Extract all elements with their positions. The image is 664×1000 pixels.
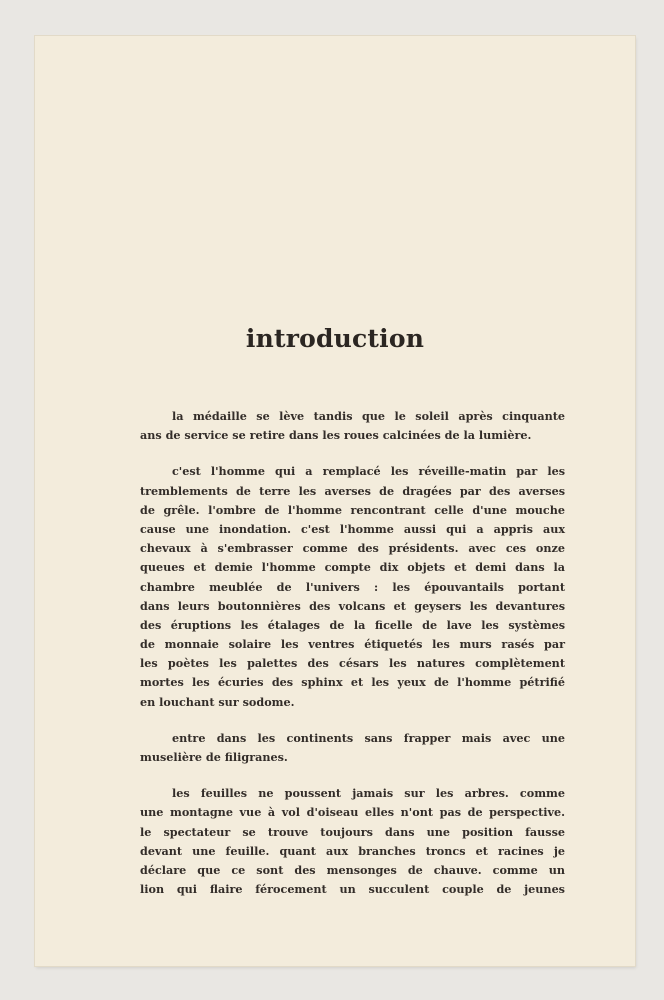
- text-line: tremblements de terre les averses de dragées par des averses: [140, 483, 565, 498]
- text-line: lion qui flaire férocement un succulent couple de jeunes: [140, 882, 565, 897]
- text-line: chambre meublée de l'univers : les épouvantails portant: [140, 579, 565, 594]
- text-line: chevaux à s'embrasser comme des présidents. avec ces onze: [140, 541, 565, 556]
- text-line: cause une inondation. c'est l'homme aussi qui a appris aux: [140, 521, 565, 536]
- text-line: muselière de filigranes.: [140, 750, 288, 764]
- text-line: le spectateur se trouve toujours dans une position fausse: [140, 824, 565, 839]
- text-line: les feuilles ne poussent jamais sur les arbres. comme: [172, 786, 565, 801]
- text-line: devant une feuille. quant aux branches troncs et racines je: [140, 843, 565, 858]
- text-line: la médaille se lève tandis que le soleil après cinquante: [172, 409, 565, 423]
- paragraph: [140, 407, 565, 445]
- text-line: queues et demie l'homme compte dix objets et demi dans la: [140, 560, 565, 575]
- document-page: [35, 36, 635, 966]
- text-line: c'est l'homme qui a remplacé les réveille-matin par les: [172, 464, 565, 479]
- paragraph: [140, 784, 565, 899]
- body-text: [140, 407, 565, 916]
- paragraph: [140, 729, 565, 767]
- text-line: mortes les écuries des sphinx et les yeux de l'homme pétrifié: [140, 675, 565, 690]
- text-line: de monnaie solaire les ventres étiquetés les murs rasés par: [140, 637, 565, 652]
- text-line: ans de service se retire dans les roues calcinées de la lumière.: [140, 428, 532, 443]
- paragraph: [140, 462, 565, 711]
- text-line: dans leurs boutonnières des volcans et geysers les devantures: [140, 598, 565, 613]
- text-line: déclare que ce sont des mensonges de chauve. comme un: [140, 862, 565, 877]
- text-line: en louchant sur sodome.: [140, 694, 295, 709]
- text-line: les poètes les palettes des césars les natures complètement: [140, 656, 565, 671]
- page-title: introduction: [245, 324, 425, 353]
- text-line: de grêle. l'ombre de l'homme rencontrant celle d'une mouche: [140, 502, 565, 517]
- text-line: entre dans les continents sans frapper mais avec une: [172, 730, 565, 745]
- text-line: une montagne vue à vol d'oiseau elles n'ont pas de perspective.: [140, 805, 565, 820]
- text-line: des éruptions les étalages de la ficelle de lave les systèmes: [140, 617, 565, 632]
